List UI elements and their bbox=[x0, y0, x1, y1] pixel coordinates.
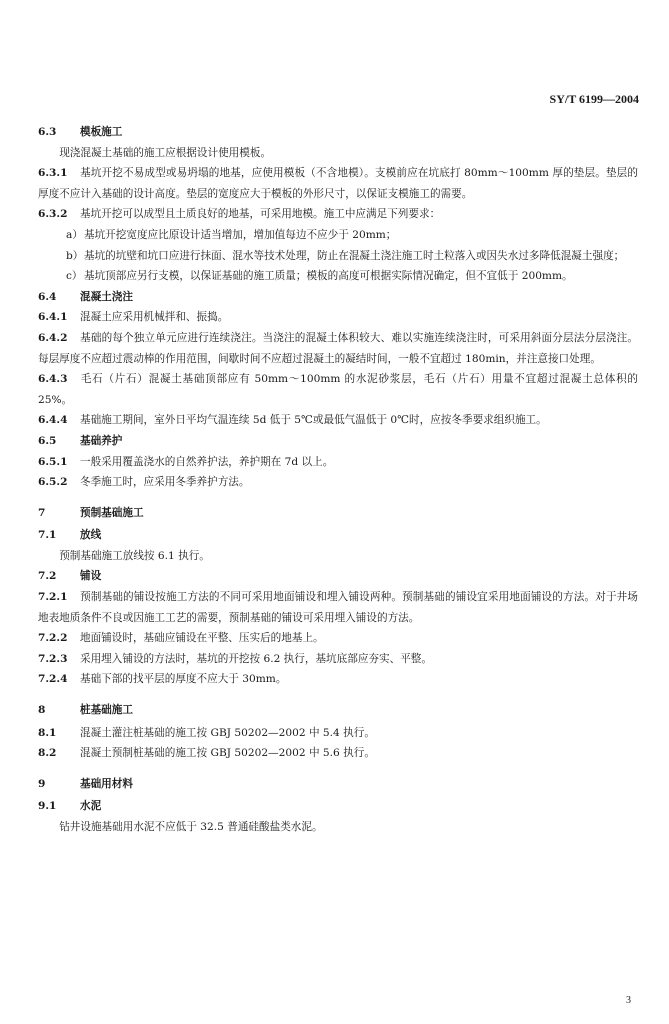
clause-7-2-1: 7.2.1 预制基础的铺设按施工方法的不同可采用地面铺设和埋入铺设两种。预制基础的铺设宜采用地面铺设的方法。对于井场地表地质条件不良或因施工工艺的需要，预制基础的铺设可采用埋入铺设的方法。 bbox=[38, 591, 638, 624]
list-item-c: c） 基坑顶部应另行支模，以保证基础的施工质量；模板的高度可根据实际情况确定，但不宜低于 200mm。 bbox=[66, 270, 573, 283]
clause-6-3-2: 6.3.2 基坑开挖可以成型且土质良好的地基，可采用地模。施工中应满足下列要求： bbox=[38, 208, 441, 221]
clause-8-2: 8.2 混凝土预制桩基础的施工按 GBJ 50202—2002 中 5.6 执行。 bbox=[38, 747, 375, 760]
list-item-a: a） 基坑开挖宽度应比原设计适当增加，增加值每边不应少于 20mm； bbox=[66, 228, 397, 241]
clause-8-1: 8.1 混凝土灌注桩基础的施工按 GBJ 50202—2002 中 5.4 执行。 bbox=[38, 726, 375, 739]
section-6-4-heading: 6.4 混凝土浇注 bbox=[38, 290, 133, 303]
chapter-9-heading: 9 基础用材料 bbox=[38, 777, 133, 790]
list-item-b: b） 基坑的坑壁和坑口应进行抹面、混水等技术处理，防止在混凝土浇注施工时土粒落入或因失水过多降低混凝土强度； bbox=[66, 249, 625, 262]
chapter-7-heading: 7 预制基础施工 bbox=[38, 506, 144, 519]
section-6-3-intro: 现浇混凝土基础的施工应根据设计使用模板。 bbox=[59, 146, 272, 159]
section-7-1-heading: 7.1 放线 bbox=[38, 529, 102, 542]
clause-6-3-2-list bbox=[66, 225, 638, 287]
section-9-1-text: 钻井设施基础用水泥不应低于 32.5 普通硅酸盐类水泥。 bbox=[59, 821, 323, 833]
clause-7-2-3: 7.2.3 采用埋入铺设的方法时，基坑的开挖按 6.2 执行，基坑底部应夯实、平整。 bbox=[38, 652, 432, 665]
clause-7-2-4: 7.2.4 基础下部的找平层的厚度不应大于 30mm。 bbox=[38, 673, 287, 686]
page-number: 3 bbox=[626, 995, 631, 1006]
clause-6-5-1: 6.5.1 一般采用覆盖浇水的自然养护法，养护期在 7d 以上。 bbox=[38, 455, 334, 468]
section-7-1-text: 预制基础施工放线按 6.1 执行。 bbox=[59, 549, 210, 562]
section-6-5-heading: 6.5 基础养护 bbox=[38, 434, 123, 447]
clause-6-4-1: 6.4.1 混凝土应采用机械拌和、振捣。 bbox=[38, 311, 229, 324]
section-6-3-heading: 6.3 模板施工 bbox=[38, 126, 123, 138]
standard-number: SY/T 6199—2004 bbox=[549, 92, 639, 106]
chapter-8-heading: 8 桩基础施工 bbox=[38, 704, 133, 717]
document-body bbox=[38, 122, 638, 838]
clause-7-2-2: 7.2.2 地面铺设时，基础应铺设在平整、压实后的地基上。 bbox=[38, 632, 324, 645]
section-7-2-heading: 7.2 铺设 bbox=[38, 570, 102, 583]
clause-6-3-1: 6.3.1 基坑开挖不易成型或易坍塌的地基，应使用模板（不含地模）。支模前应在坑底打 80mm～100mm 厚的垫层。垫层的厚度不应计入基础的设计高度。垫层的宽度应大于模板的外形尺寸，以保证支模施工的需要。 bbox=[38, 167, 638, 200]
clause-6-4-4: 6.4.4 基础施工期间，室外日平均气温连续 5d 低于 5℃或最低气温低于 0℃时，应按冬季要求组织施工。 bbox=[38, 414, 547, 427]
clause-6-5-2: 6.5.2 冬季施工时，应采用冬季养护方法。 bbox=[38, 476, 250, 489]
clause-6-4-3: 6.4.3 毛石（片石）混凝土基础顶部应有 50mm～100mm 的水泥砂浆层，毛石（片石）用量不宜超过混凝土总体积的 25%。 bbox=[38, 373, 638, 406]
clause-6-4-2: 6.4.2 基础的每个独立单元应进行连续浇注。当浇注的混凝土体积较大、难以实施连续浇注时，可采用斜面分层法分层浇注。每层厚度不应超过震动棒的作用范围，间歇时间不应超过混凝土的凝结时间，一般不宜超过 180min，并注意接口处理。 bbox=[38, 331, 638, 365]
section-9-1-heading: 9.1 水泥 bbox=[38, 800, 102, 813]
